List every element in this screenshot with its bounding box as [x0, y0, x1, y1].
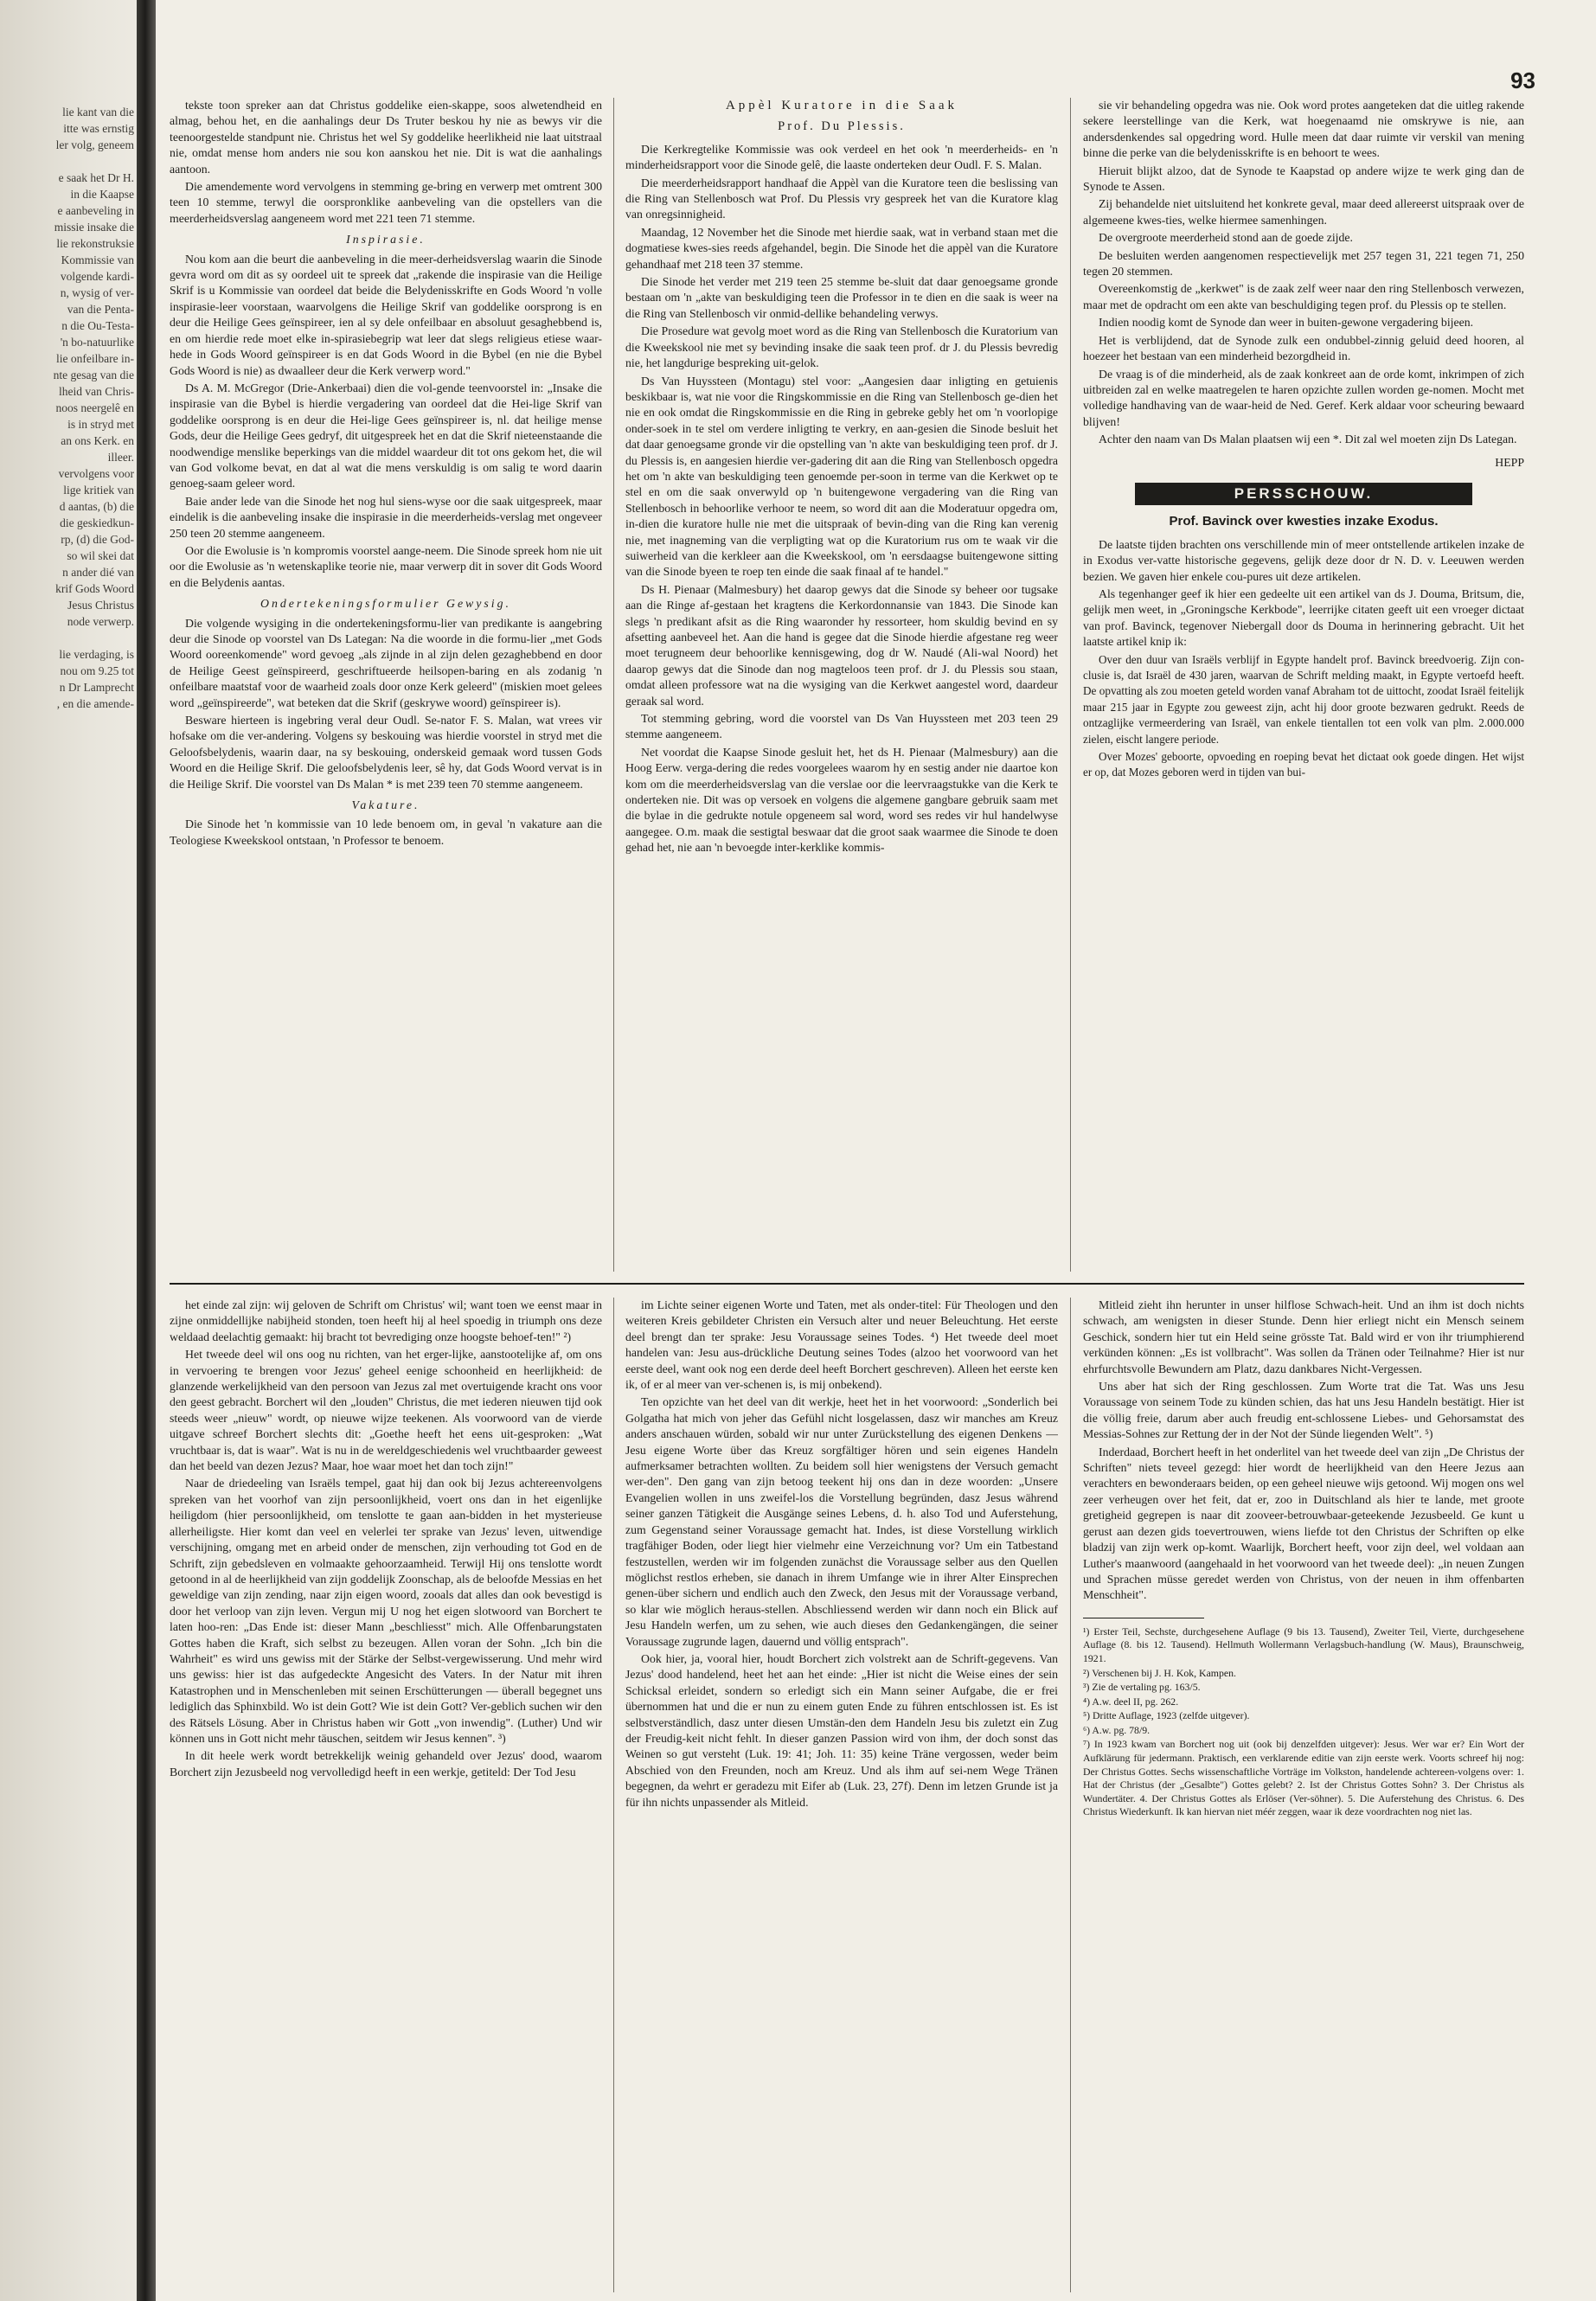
- paragraph: Naar de driedeeling van Israëls tempel, gaat hij dan ook bij Jezus achtereenvolgens spreken van het voorhof van zijn persoonlijkheid, voert ons dan in het eigenlijke heiligdom (hier persoonlijkheid, om tenslotte te gaan aan-bidden in het mysterieuse allerheiligste. Hier komt dan veel en velerlei ter sprake van Jezus' leven, uitwendige verschijning, omgang met en arbeid onder de menschen, zijn verhouding tot God en de Schrift, zijn gebedsleven en volmaakte gehoorzaamheid. Terwijl Hij ons tenslotte wordt getoond in al de heerlijkheid van zijn goddelijk Zoonschap, als de beloofde Messias en het geweldige van zijn zending, naar zijn eigen woord, zooals dat alles dan ook bevestigd is door het verloop van zijn leven. Vergun mij U nog het eigen slotwoord van Borchert te laten hoo-ren: „Das Ende ist: dieser Mann „beschliesst" mich. Alle Offenbarungstaten Gottes haben die Kraft, sich selbst zu bezeugen. Allen voran der Sohn. „Ich bin die Wahrheit" es wird uns gewiss mit der Stärke der Selbst-vergewisserung. Und mehr wird uns gewiss: hier ist das aufgedeckte Angesicht des Vaters. In der Natur mit ihren Katastrophen und in Menschenleben mit seinen Erschütterungen — überall begegnet uns lediglich das Sphinxbild. Wo ist dein Gott? Wie ist dein Gott? Ver-geblich suchen wir den des Rätsels Lösung. Aber in Christus haben wir Gott „von inwendig". (Luther) Und wir können uns in Gott nicht mehr täuschen, seitdem wir Jesus kennen". ³): [170, 1477, 602, 1745]
- article-subheading: Prof. Du Plessis.: [778, 119, 906, 134]
- footnote: ⁶) A.w. pg. 78/9.: [1083, 1723, 1151, 1736]
- paragraph: Achter den naam van Ds Malan plaatsen wij een *. Dit zal wel moeten zijn Ds Lategan.: [1099, 433, 1517, 446]
- paragraph: Die amendemente word vervolgens in stemming ge-bring en verwerp met omtrent 300 teen 10 stemme, terwyl die oorspronklike aanbeveling van die opstellers van die meerderheidsverslag aangeneem word met 221 teen 71 stemme.: [170, 180, 602, 225]
- paragraph: Die Prosedure wat gevolg moet word as die Ring van Stellenbosch die Kuratorium van die Kweekskool nie met sy bevinding insake die saak teen prof. dr J. du Plessis bevredig nie, het langdurige bespreking uit-gelok.: [625, 324, 1058, 370]
- quoted-paragraph: Over Mozes' geboorte, opvoeding en roeping bevat het dictaat ook goede dingen. Het wijst er op, dat Mozes geboren werd in tijden van bui-: [1083, 750, 1524, 779]
- paragraph: Die meerderheidsrapport handhaaf die Appèl van die Kuratore teen die beslissing van die Ring van Stellenbosch wat Prof. Du Plessis vry gespreek het van die Kuratore klag van onregsinnigheid.: [625, 176, 1058, 221]
- paragraph: Inderdaad, Borchert heeft in het onderlitel van het tweede deel van zijn „De Christus der Schriften" niets teveel gezegd: hier wordt de heerlijkheid van den Heere Jezus aan verachters en bewonderaars beiden, op een geheel nieuwe wijs getoond. Wij mogen ons wel zeer verheugen over het feit, dat er, zoo in Duitschland als hier te lande, met groote gretigheid gegrepen is naar dit zooveer-betrouwbaar-geteekende Jezusbeeld. Ge kunt u gerust aan dezen gids toevertrouwen, wiens liefde tot den Christus der Schriften op elke bladzij van zijn werk op-komt. Waarlijk, Borchert heeft, voor zijn deel, wel voldaan aan Luther's maanwoord (aangehaald in het voorwoord van het tweede deel): „in neuen Zungen und Sprachen müsse geredet werden von Christus, von der neuen in ihm offenbarten Menschheit".: [1083, 1445, 1524, 1602]
- paragraph: Als tegenhanger geef ik hier een gedeelte uit een artikel van ds J. Douma, Britsum, die, gelijk men weet, in „Groningsche Kerkbode", leerrijke citaten geeft uit een vroeger dictaat van prof. Bavinck, tegenover Niebergall door ds Douma in herinnering gebracht. Uit het laatste artikel knip ik:: [1083, 586, 1524, 649]
- paragraph: Net voordat die Kaapse Sinode gesluit het, het ds H. Pienaar (Malmesbury) aan die Hoog Eerw. verga-dering die redes voorgelees waarom hy en sestig ander nie daartoe kon kom om die meerderheidsverslag van die verslae oor die leervraagstukke van die Kerk te onderteken nie. Dit was op versoek en volgens die algemene gangbare gebruik saam met die bylae in die gedrukte notule opgeneem sal word, word ses redes vir hul handelwyse aangegee. O.m. maak die sestigtal beswaar dat die groot saak waarmee die Sinode te doen gehad het, nie aan 'n bevoegde inter-kerklike kommis-: [625, 745, 1058, 855]
- section-heading: Ondertekeningsformulier Gewysig.: [260, 597, 511, 611]
- paragraph: Het is verblijdend, dat de Synode zulk een ondubbel-zinnig geluid deed hooren, al hoezeer het bestaan van een minderheid bezorgdheid in.: [1083, 333, 1524, 363]
- section-heading: Vakature.: [351, 798, 420, 812]
- paragraph: Ds H. Pienaar (Malmesbury) het daarop gewys dat die Sinode sy beheer oor tugsake aan die Ringe af-gestaan het kragtens die Kerkordonnansie van 1843. Die Sinode kan slegs 'n predikant afsit as die Ring waaronder hy ressorteer, hom skuldig bevind en sy afsetting aanbeveel het. Aan die hand is gegee dat die Sinode hierdie afgestane reg weer moet terugneem deur behoorlike kennisgewing, dog dr W. Naudé (Ali-wal Noord) het daarop gewys dat die Sinode dan nog magteloos teen prof. dr J. du Plessis sou staan, omdat alleen professore wat na die wysiging van die Kerkwet aangestel word, daardeur geraak sal word.: [625, 582, 1058, 708]
- paragraph: Mitleid zieht ihn herunter in unser hilflose Schwach-heit. Und an ihm ist doch nichts schwach, am wenigsten in dieser Stunde. Denn hier erliegt nicht ein Mensch seinem Geschick, sondern hier tut ein Held seine grösste Tat. Bald wird er von ihr triumphierend verkünden können: „Es ist vollbracht". Was sollen da Tränen oder Teilnahme? Hier ist nur ehrfurchtsvolle Bewundern am Platz, dazu dankbares Nicht-Vergessen.: [1083, 1298, 1524, 1375]
- paragraph: Ten opzichte van het deel van dit werkje, heet het in het voorwoord: „Sonderlich bei Golgatha hat mich von jeher das Gefühl nicht losgelassen, dasz wir manches am Kreuz anders anschauen würden, sobald wir nur unter Zurückstellung des eigenen Denkens — Jesu eigene Worte über das Kreuz sorgfältiger hören und sein eigenes Handeln aufmerksamer betrachten wollten. Zu beidem soll hier wenigstens der Versuch gemacht wer-den". Den gang van zijn betoog teekent hij ons dan in deze woorden: „Unsere Evangelien wollen in uns zweifel-los die Vorstellung begründen, dasz Jesus während seiner ganzen Tätigkeit die Ausgänge seines Lebens, d. h. also Tod und Auferstehung, zum Gegenstand seiner Voraussage gemacht hat. Indes, ist diese Vorstellung wirklich tragfähiger Boden, oder liegt hier vielmehr eine Verzeichnung vor? Um ein Tatbestand festzustellen, werden wir im folgenden zunächst die Voraussage selber aus den Quellen möglichst restlos erheben, sie danach in ihrem Umfange wie in ihrer Alter Einsprechen genen-über sichern und endlich auch den Zweck, den Jesus mit der Voraussage verband, so klar wie möglich heraus-stellen. Abschliessend werden wir dann noch ein Blick auf Jesu Handeln werfen, um zu sehen, wie auch dieses den Gedankengängen, die seiner Voraussage zugrunde lagen, dauernd und völlig entsprach".: [625, 1395, 1058, 1648]
- footnote: ⁴) A.w. deel II, pg. 262.: [1083, 1695, 1179, 1708]
- paragraph: De vraag is of die minderheid, als de zaak konkreet aan de orde komt, inkrimpen of zich uitbreiden zal en welke maatregelen te haren opzichte zullen worden ge-nomen. Mocht met volledige handhaving van de waar-heid de Ned. Geref. Kerk aldaar voor scheuring bewaard blijven!: [1083, 367, 1524, 428]
- article-column-1: [170, 98, 602, 1272]
- footnote: ⁷) In 1923 kwam van Borchert nog uit (ook bij denzelfden uitgever): Jesus. Wer war er? Ein Wort der Aufklärung für jedermann. Praktisch, een verklarende editie van zijn eerste werk. Voorts schreef hij nog: Der Christus Gottes. Sechs wissenschaftliche Vorträge im Volkston, handelende achtereen-volgens over: 1. Hat der Christus (der „Gesalbte") Gottes gelebt? 2. Ist der Christus Gottes Sohn? 3. Der Christus als Wundertäter. 4. Der Christus Gottes als Erlöser (Ver-söhner). 5. Die Auferstehung des Christus. 6. Des Christus Wiederkunft. Ik kan hiervan niet méér zeggen, waar ik deze voordrachten nog niet las.: [1083, 1738, 1524, 1818]
- paragraph: Die volgende wysiging in die ondertekeningsformu-lier van predikante is aangebring deur die Sinode op voorstel van Ds Lategan: Na die woorde in die formu-lier „met Gods Woord ooreenkomende" word gevoeg „als zijnde in al zijn delen gezaghebbend en door de Heilige Geest geïnspireerd, geschriftueerde heilsopen-baring en als zodanig 'n onfeilbare maatstaf voor de waarheid zoals door onze Kerk geleerd" (miskien moet gelees word „geïnspireerde", wat beteken dat die Skrif (geskrywe woord) geïnspireer is).: [170, 616, 602, 709]
- quoted-paragraph: Over den duur van Israëls verblijf in Egypte handelt prof. Bavinck breedvoerig. Zijn con-clusie is, dat Israël de 430 jaren, waarvan de Schrift melding maakt, in Egypte vertoefd heeft. De opvatting als zou moeten geteld worden vanaf Abraham tot de uittocht, zoodat Israël feitelijk maar 215 jaar in Egypte zou geweest zijn, acht hij door groote bezwaren gedrukt. Reeds de ontzaglijke vermeerdering van Israël, van enkele tientallen tot een volk van plm. 2.000.000 zielen, eischt langere periode.: [1083, 652, 1524, 746]
- paragraph: De besluiten werden aangenomen respectievelijk met 257 tegen 31, 221 tegen 71, 250 tegen 20 stemmen.: [1083, 248, 1524, 279]
- facing-page-text: lie kant van die itte was ernstig ler volg, geneem e saak het Dr H. in die Kaapse e aanbeveling in missie insake die lie rekonstruksie Kommissie van volgende kardi- n, wysig of ver- van die Penta- n die Ou-Testa- 'n bo-natuurlike lie onfeilbare in- nte gesag van die lheid van Chris- noos neergelê en is in stryd met an ons Kerk. en illeer. vervolgens voor lige kritiek van d aantas, (b) die die geskiedkun- rp, (d) die God- so wil skei dat n ander dié van krif Gods Woord Jesus Christus node verwerp. lie verdaging, is nou om 9.25 tot n Dr Lamprecht , en die amende-: [53, 106, 134, 710]
- article-column-6: [1083, 1298, 1524, 2292]
- paragraph: tekste toon spreker aan dat Christus goddelike eien-skappe, soos alwetendheid en almag, behou het, en die aanhalings deur Ds Truter beskou hy nie as bewys vir die teenoorgestelde standpunt nie. Christus het wel Sy goddelike heerlikheid nie laat uitstraal nie, omdat mense hom anders nie sou kon aanskou het nie. Dit is wat die aanhalings aantoon.: [170, 99, 602, 176]
- article-column-5: [625, 1298, 1058, 2292]
- paragraph: Baie ander lede van die Sinode het nog hul siens-wyse oor die saak uitgespreek, maar eindelik is die aanbeveling insake die inspirasie in die meerderheids-verslag met ongeveer 250 teen 20 stemme aangeneem.: [170, 494, 602, 540]
- section-heading: Inspirasie.: [346, 233, 426, 247]
- facing-page-edge: [0, 0, 151, 2301]
- paragraph: Nou kom aan die beurt die aanbeveling in die meer-derheidsverslag waarin die Sinode gevra word om dit as sy oordeel uit te spreek dat „rakende die inspirasie van die Heilige Skrif is u Kommissie van oordeel dat beide die Belydenisskrifte en Gods Woord 'n volle inspirasie-leer voorstaan, waarvolgens die Heilige Skrif van goddelike oorsprong is en deur die Heilige Gees geïnspireer, ien al sy dele onfeilbaar en absoluut gesaghebbend is, en om hierdie rede moet elke in-spirasiebegrip wat leer dat slegs religieus etiese waar-hede in Gods Woord geïnspireer is en dat Gods Woord in die Bybel (en nie die Bybel Gods Woord is nie) as dwaalleer deur die Kerk verwerp word.": [170, 252, 602, 377]
- column-rule: [613, 1298, 614, 2292]
- footnotes: [1083, 1625, 1524, 1819]
- section-divider: [170, 1283, 1524, 1285]
- paragraph: Besware hierteen is ingebring veral deur Oudl. Se-nator F. S. Malan, wat vrees vir hofsake om die ver-andering. Volgens sy beskouing was hierdie voorstel in stryd met die Geloofsbelydenis, waarin daar, na sy beskouing, onderskeid gemaak word tussen Gods Woord en die Heilige Skrif. Die geloofsbelydenis leer, sê hy, dat Gods Woord vervat is in die Heilige Skrif. Die voorstel van Ds Malan * is met 239 teen 70 stemme aangeneem.: [170, 714, 602, 791]
- column-rule: [1070, 1298, 1071, 2292]
- paragraph: Indien noodig komt de Synode dan weer in buiten-gewone vergadering bijeen.: [1099, 316, 1474, 330]
- paragraph: De laatste tijden brachten ons verschillende min of meer ontstellende artikelen inzake de in Exodus ver-vatte historische gegevens, gelijk deze door dr N. D. v. Leeuwen werden bezien. We gaven hier enkele cou-pures uit deze artikelen.: [1083, 537, 1524, 583]
- paragraph: De overgroote meerderheid stond aan de goede zijde.: [1099, 231, 1353, 245]
- paragraph: het einde zal zijn: wij geloven de Schrift om Christus' wil; want toen we eenst maar in zijne onmiddellijke nabijheid stonden, toen heeft hij al heel spoedig in triumph ons deze weldaad deelachtig gemaakt: hij bracht tot bevrediging onze hoogste behoef-ten!" ²): [170, 1298, 602, 1343]
- paragraph: Ds Van Huyssteen (Montagu) stel voor: „Aangesien daar inligting en getuienis beskikbaar is, wat nie voor die Ringskommissie en die Ring van Stellenbosch ge-dien het nie en ook omdat die Ringskommissie en die Ring in gebreke gebly het om 'n voorlopige onder-soek in te stel om verdere inligting te verkry, en aan-gesien die Sinode besluit het dat daar genoegsame gronde vir die opstelling van 'n akte van beskuldiging teen prof. dr J. du Plessis is, en aangesien hierdie ver-gadering dit aan die Ring van Stellenbosch opgedra het om 'n akte van beskuldiging teen genoemde per-soon in terme van die Kerkwet op te stel en om die saak onverwyld op 'n buitengewone vergadering van die Ring van Stellenbosch in behoorlike verhoor te neem, so word dit aan die Moderatuur opgedra om, in-dien die kuratore hulle nie met die uitspraak of bevin-ding van die Ring kan verenig nie, met inagneming van die verpligting wat op die Kuratorium rus om te waak vir die suiwerheid van die kerkleer aan die Kweekskool, om 'n eersdaagse buitengewone sitting van die Sinode byeen te roep ten einde die saak finaal af te handel.": [625, 374, 1058, 579]
- section-banner: PERSSCHOUW.: [1135, 483, 1472, 505]
- footnote: ¹) Erster Teil, Sechste, durchgesehene Auflage (9 bis 13. Tausend), Zweiter Teil, Vierte, durchgesehene Auflage (8. bis 12. Tausend). Hellmuth Wollermann Verlagsbuch-handlung (W. Maus), Braunschweig, 1921.: [1083, 1625, 1524, 1664]
- paragraph: Tot stemming gebring, word die voorstel van Ds Van Huyssteen met 203 teen 29 stemme aangeneem.: [625, 712, 1058, 741]
- page-number: 93: [1510, 67, 1535, 93]
- article-column-2: [625, 98, 1058, 1272]
- footnote: ³) Zie de vertaling pg. 163/5.: [1083, 1681, 1201, 1694]
- column-rule: [1070, 98, 1071, 1272]
- article-heading: Appèl Kuratore in die Saak: [725, 99, 958, 112]
- paragraph: Ds A. M. McGregor (Drie-Ankerbaai) dien die vol-gende teenvoorstel in: „Insake die inspirasie van die Bybel is hierdie vergadering van oordeel dat die Hei-lige Skrif van goddelike oorsprong is en deur die Hei-lige Gees geïnspireer is, nl. dat heilige mense Gods, deur die Heilige Gees gedryf, dit uitgespreek het en dat die Skrif nieteenstaande die noodwendige menslike beperkings van die middel waardeur dit tot ons gekom het, die wil van God volkome bevat, en dat al wat die mens verskuldig is om salig te word daarin genoeg-saam geleer word.: [170, 381, 602, 490]
- article-title: Prof. Bavinck over kwesties inzake Exodus.: [1169, 514, 1439, 529]
- paragraph: Oor die Ewolusie is 'n kompromis voorstel aange-neem. Die Sinode spreek hom nie uit oor die Ewolusie as 'n wetenskaplike teorie nie, maar verwerp dit in sover dit Gods Woord en die Belydenis aantas.: [170, 543, 602, 589]
- paragraph: Die Sinode het 'n kommissie van 10 lede benoem om, in geval 'n vakature aan die Teologiese Kweekskool ontstaan, 'n Professor te benoem.: [170, 817, 602, 847]
- paragraph: Die Kerkregtelike Kommissie was ook verdeel en het ook 'n meerderheids- en 'n minderheidsrapport voor die Sinode gelê, die laaste onderteken deur Oudl. F. S. Malan.: [625, 142, 1058, 172]
- paragraph: Maandag, 12 November het die Sinode met hierdie saak, wat in verband staan met die dogmatiese kwes-sies reeds afgehandel, begin. Die Sinode het die appèl van die Kuratore gehandhaaf met 218 teen 37 stemme.: [625, 225, 1058, 271]
- binding-gutter: [137, 0, 156, 2301]
- paragraph: Die Sinode het verder met 219 teen 25 stemme be-sluit dat daar genoegsame gronde bestaan om 'n „akte van beskuldiging teen die Professor in te dien en die saak is weer na die Ring van Stellenbosch vir onmid-dellike behandeling verwys.: [625, 275, 1058, 320]
- signature-line: [1083, 455, 1524, 471]
- paragraph: Ook hier, ja, vooral hier, houdt Borchert zich volstrekt aan de Schrift-gegevens. Van Jezus' dood handelend, heet het aan het einde: „Hier ist nicht die Weise eines der sein Schicksal erleidet, sondern so erledigt sich ein Mann seiner Aufgabe, die er frei übernommen hat und die er nun zu einem guten Ende zu führen entschlossen ist. Es ist selbstverständlich, dasz unter diesen Umstän-den dem Handeln Jesu bis zuletzt ein Zug der Freudig-keit nicht fehlt. In dieser ganzen Passion wird von ihm, der doch sonst das Weinen so gut versteht (Luk. 19: 41; Joh. 11: 35) keine Träne vergossen, weder beim Abschied von den Freunden, noch am Kreuz. Und als ihm auf sei-nem Wege Tränen begegnen, da wehrt er geradezu mit Eifer ab (Luk. 23, 27f). Denn im letzen Grunde ist ja für ihn nichts unpassender als Mitleid.: [625, 1651, 1058, 1809]
- article-column-4: [170, 1298, 602, 2292]
- paragraph: Overeenkomstig de „kerkwet" is de zaak zelf weer naar den ring Stellenbosch verwezen, maar met de opdracht om een akte van beschuldiging tegen prof. du Plessis op te stellen.: [1083, 282, 1524, 311]
- paragraph: sie vir behandeling opgedra was nie. Ook word protes aangeteken dat die uitleg rakende sekere leerstellinge van die Kerk, wat hoegenaamd nie omskrywe is nie, aan andersdenkendes sal opgedring word. Hulle meen dat daar ruimte vir verskil van mening binne die perke van die belydenisskrifte is en behoort te wees.: [1083, 99, 1524, 160]
- paragraph: Hieruit blijkt alzoo, dat de Synode te Kaapstad op andere wijze te werk ging dan de Synode te Assen.: [1083, 163, 1524, 194]
- paragraph: Het tweede deel wil ons oog nu richten, van het erger-lijke, aanstootelijke af, om ons in vervoering te brengen voor Jezus' geheel eenige schoonheid en heerlijkheid: de glanzende werkelijkheid van den persoon van Jezus zal met overtuigende kracht ons voor den geest gebracht. Borchert wil den „louden" Christus, die met iederen nieuwen tijd ook steeds weer „nieuw" wordt, op nieuwe wijze teekenen. Als voorwoord van de vierde uitgave schreef Borchert slechts dit: „Goethe heeft het eens uit-gesproken: „Wat vruchtbaar is, dat is waar". Wat is nu in de wereldgeschiedenis wel vruchtbaarder geweest dan het beeld van dezen Jezus? Maar, hoe waar moet het dan toch zijn!": [170, 1348, 602, 1473]
- paragraph: In dit heele werk wordt betrekkelijk weinig gehandeld over Jezus' dood, waarom Borchert zijn Jezusbeeld nog vervolledigd heeft in een werkje, getiteld: Der Tod Jesu: [170, 1749, 602, 1779]
- paragraph: im Lichte seiner eigenen Worte und Taten, met als onder-titel: Für Theologen und den weiteren Kreis gebildeter Christen ein Versuch alter und neuer Beleuchtung. Het eerste deel brengt dan ter sprake: Jesu Voraussage seines Todes. ⁴) Het tweede deel moet handelen van: Jesu aus-drückliche Deutung seines Todes (alzoo het voorwoord van het eerste deel, want ook nog een derde deel heeft Borchert geschreven). Alleen het eerste ken ik, of er al meer van ver-schenen is, is mij onbekend).: [625, 1298, 1058, 1392]
- paragraph: Zij behandelde niet uitsluitend het konkrete geval, maar deed allereerst uitspraak over de algemeene kwes-ties, welke hiermee samenhingen.: [1083, 197, 1524, 227]
- column-rule: [613, 98, 614, 1272]
- author-signature: HEPP: [1495, 455, 1524, 469]
- article-column-3: [1083, 98, 1524, 1272]
- footnote: ⁵) Dritte Auflage, 1923 (zelfde uitgever).: [1083, 1709, 1250, 1722]
- footnote: ²) Verschenen bij J. H. Kok, Kampen.: [1083, 1666, 1236, 1679]
- paragraph: Uns aber hat sich der Ring geschlossen. Zum Worte trat die Tat. Was uns Jesu Voraussage von seinem Tode zu künden schien, das hat uns Jesu Handeln bestätigt. Hier ist die völlig freie, darum aber auch freudig ent-schlossene Liebes- und Gehorsamstat des Messias-Sohnes zur Rettung der in der Not der Sünde liegenden Welt". ⁵): [1083, 1380, 1524, 1441]
